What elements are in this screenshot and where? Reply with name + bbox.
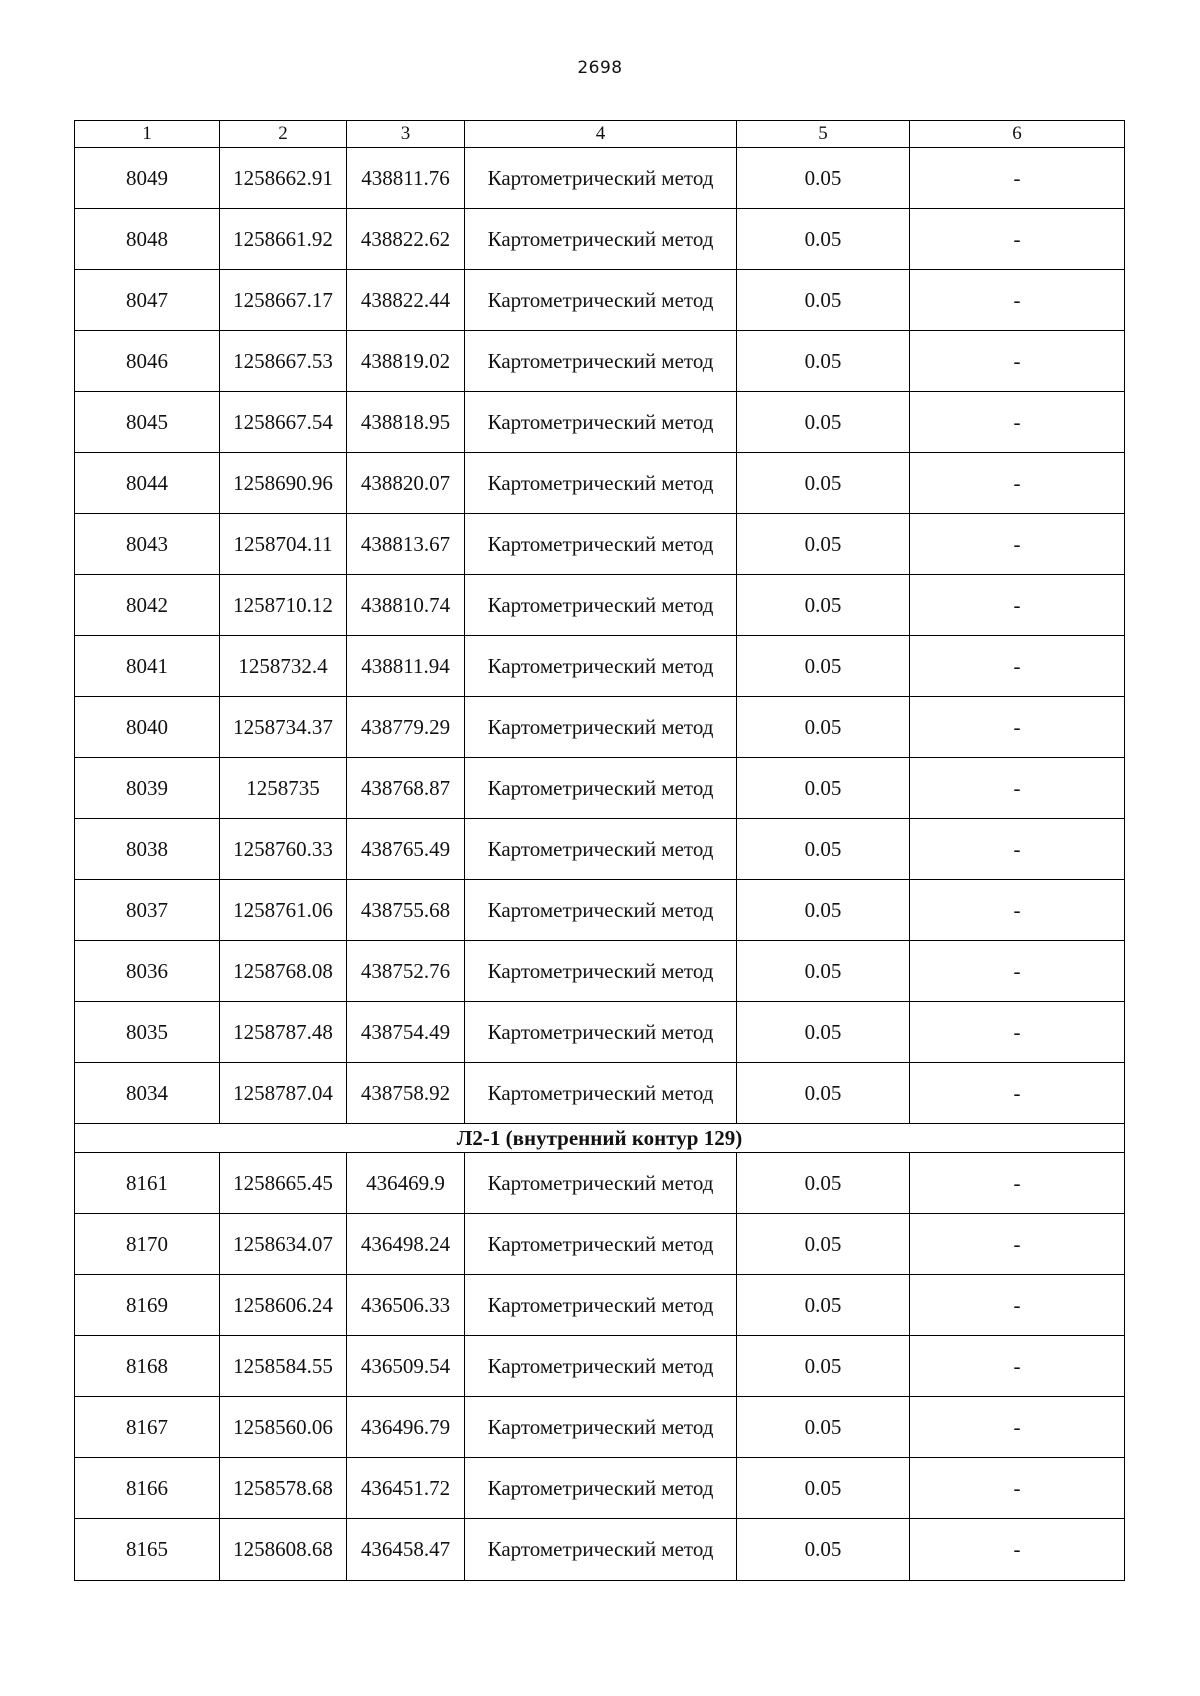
note-cell: -	[910, 1002, 1125, 1063]
point-id-cell: 8034	[75, 1063, 220, 1124]
table-row	[75, 514, 1125, 575]
accuracy-cell: 0.05	[737, 1214, 910, 1275]
point-id-cell: 8040	[75, 697, 220, 758]
x-coordinate-cell: 1258704.11	[220, 514, 347, 575]
point-id-cell: 8043	[75, 514, 220, 575]
method-cell: Картометрический метод	[465, 331, 737, 392]
note-cell: -	[910, 819, 1125, 880]
note-cell: -	[910, 1519, 1125, 1581]
x-coordinate-cell: 1258578.68	[220, 1458, 347, 1519]
point-id-cell: 8047	[75, 270, 220, 331]
note-cell: -	[910, 331, 1125, 392]
point-id-cell: 8046	[75, 331, 220, 392]
y-coordinate-cell: 438820.07	[347, 453, 465, 514]
note-cell: -	[910, 209, 1125, 270]
y-coordinate-cell: 438754.49	[347, 1002, 465, 1063]
point-id-cell: 8167	[75, 1397, 220, 1458]
y-coordinate-cell: 438811.76	[347, 148, 465, 209]
accuracy-cell: 0.05	[737, 941, 910, 1002]
y-coordinate-cell: 438822.62	[347, 209, 465, 270]
note-cell: -	[910, 148, 1125, 209]
point-id-cell: 8048	[75, 209, 220, 270]
x-coordinate-cell: 1258584.55	[220, 1336, 347, 1397]
x-coordinate-cell: 1258606.24	[220, 1275, 347, 1336]
point-id-cell: 8044	[75, 453, 220, 514]
method-cell: Картометрический метод	[465, 1519, 737, 1581]
table-row	[75, 636, 1125, 697]
y-coordinate-cell: 438813.67	[347, 514, 465, 575]
column-header: 4	[465, 121, 737, 148]
method-cell: Картометрический метод	[465, 270, 737, 331]
table-row	[75, 1002, 1125, 1063]
note-cell: -	[910, 1336, 1125, 1397]
column-header: 6	[910, 121, 1125, 148]
table-row	[75, 819, 1125, 880]
method-cell: Картометрический метод	[465, 941, 737, 1002]
note-cell: -	[910, 392, 1125, 453]
table-row	[75, 1275, 1125, 1336]
accuracy-cell: 0.05	[737, 758, 910, 819]
accuracy-cell: 0.05	[737, 331, 910, 392]
table-row	[75, 1063, 1125, 1124]
point-id-cell: 8170	[75, 1214, 220, 1275]
x-coordinate-cell: 1258608.68	[220, 1519, 347, 1581]
accuracy-cell: 0.05	[737, 880, 910, 941]
table-body	[75, 148, 1125, 1581]
y-coordinate-cell: 438822.44	[347, 270, 465, 331]
method-cell: Картометрический метод	[465, 148, 737, 209]
x-coordinate-cell: 1258710.12	[220, 575, 347, 636]
note-cell: -	[910, 270, 1125, 331]
note-cell: -	[910, 1214, 1125, 1275]
point-id-cell: 8169	[75, 1275, 220, 1336]
y-coordinate-cell: 436509.54	[347, 1336, 465, 1397]
point-id-cell: 8039	[75, 758, 220, 819]
note-cell: -	[910, 1153, 1125, 1214]
accuracy-cell: 0.05	[737, 453, 910, 514]
column-header: 5	[737, 121, 910, 148]
x-coordinate-cell: 1258761.06	[220, 880, 347, 941]
method-cell: Картометрический метод	[465, 1214, 737, 1275]
point-id-cell: 8038	[75, 819, 220, 880]
x-coordinate-cell: 1258662.91	[220, 148, 347, 209]
y-coordinate-cell: 436506.33	[347, 1275, 465, 1336]
point-id-cell: 8161	[75, 1153, 220, 1214]
note-cell: -	[910, 514, 1125, 575]
table-row	[75, 148, 1125, 209]
table-row	[75, 941, 1125, 1002]
x-coordinate-cell: 1258667.53	[220, 331, 347, 392]
accuracy-cell: 0.05	[737, 392, 910, 453]
coordinates-table	[74, 120, 1125, 1581]
y-coordinate-cell: 438779.29	[347, 697, 465, 758]
x-coordinate-cell: 1258634.07	[220, 1214, 347, 1275]
method-cell: Картометрический метод	[465, 1275, 737, 1336]
point-id-cell: 8166	[75, 1458, 220, 1519]
accuracy-cell: 0.05	[737, 1519, 910, 1581]
column-header: 1	[75, 121, 220, 148]
accuracy-cell: 0.05	[737, 209, 910, 270]
table-row	[75, 880, 1125, 941]
note-cell: -	[910, 575, 1125, 636]
point-id-cell: 8041	[75, 636, 220, 697]
table-row	[75, 1519, 1125, 1581]
point-id-cell: 8036	[75, 941, 220, 1002]
accuracy-cell: 0.05	[737, 1458, 910, 1519]
table-row	[75, 270, 1125, 331]
note-cell: -	[910, 1397, 1125, 1458]
method-cell: Картометрический метод	[465, 758, 737, 819]
method-cell: Картометрический метод	[465, 453, 737, 514]
y-coordinate-cell: 438758.92	[347, 1063, 465, 1124]
accuracy-cell: 0.05	[737, 148, 910, 209]
note-cell: -	[910, 880, 1125, 941]
y-coordinate-cell: 436469.9	[347, 1153, 465, 1214]
accuracy-cell: 0.05	[737, 819, 910, 880]
table-row	[75, 209, 1125, 270]
note-cell: -	[910, 758, 1125, 819]
method-cell: Картометрический метод	[465, 1002, 737, 1063]
y-coordinate-cell: 438768.87	[347, 758, 465, 819]
x-coordinate-cell: 1258734.37	[220, 697, 347, 758]
y-coordinate-cell: 436458.47	[347, 1519, 465, 1581]
y-coordinate-cell: 438755.68	[347, 880, 465, 941]
method-cell: Картометрический метод	[465, 1153, 737, 1214]
method-cell: Картометрический метод	[465, 697, 737, 758]
note-cell: -	[910, 697, 1125, 758]
method-cell: Картометрический метод	[465, 392, 737, 453]
method-cell: Картометрический метод	[465, 575, 737, 636]
table-row	[75, 1153, 1125, 1214]
accuracy-cell: 0.05	[737, 1336, 910, 1397]
y-coordinate-cell: 436451.72	[347, 1458, 465, 1519]
accuracy-cell: 0.05	[737, 1002, 910, 1063]
column-header: 2	[220, 121, 347, 148]
table-row	[75, 758, 1125, 819]
accuracy-cell: 0.05	[737, 575, 910, 636]
y-coordinate-cell: 438810.74	[347, 575, 465, 636]
x-coordinate-cell: 1258760.33	[220, 819, 347, 880]
table-row	[75, 697, 1125, 758]
x-coordinate-cell: 1258690.96	[220, 453, 347, 514]
method-cell: Картометрический метод	[465, 636, 737, 697]
method-cell: Картометрический метод	[465, 209, 737, 270]
note-cell: -	[910, 636, 1125, 697]
section-title: Л2-1 (внутренний контур 129)	[75, 1124, 1125, 1153]
y-coordinate-cell: 436498.24	[347, 1214, 465, 1275]
x-coordinate-cell: 1258732.4	[220, 636, 347, 697]
note-cell: -	[910, 1063, 1125, 1124]
x-coordinate-cell: 1258787.04	[220, 1063, 347, 1124]
y-coordinate-cell: 438752.76	[347, 941, 465, 1002]
table-row	[75, 575, 1125, 636]
accuracy-cell: 0.05	[737, 636, 910, 697]
accuracy-cell: 0.05	[737, 1397, 910, 1458]
table-row	[75, 331, 1125, 392]
table-header	[75, 121, 1125, 148]
x-coordinate-cell: 1258667.54	[220, 392, 347, 453]
column-header: 3	[347, 121, 465, 148]
accuracy-cell: 0.05	[737, 697, 910, 758]
accuracy-cell: 0.05	[737, 1275, 910, 1336]
method-cell: Картометрический метод	[465, 819, 737, 880]
note-cell: -	[910, 1275, 1125, 1336]
note-cell: -	[910, 941, 1125, 1002]
method-cell: Картометрический метод	[465, 514, 737, 575]
method-cell: Картометрический метод	[465, 1397, 737, 1458]
y-coordinate-cell: 436496.79	[347, 1397, 465, 1458]
point-id-cell: 8168	[75, 1336, 220, 1397]
note-cell: -	[910, 453, 1125, 514]
table-row	[75, 1397, 1125, 1458]
x-coordinate-cell: 1258661.92	[220, 209, 347, 270]
method-cell: Картометрический метод	[465, 1458, 737, 1519]
table-row	[75, 1214, 1125, 1275]
x-coordinate-cell: 1258665.45	[220, 1153, 347, 1214]
accuracy-cell: 0.05	[737, 270, 910, 331]
point-id-cell: 8165	[75, 1519, 220, 1581]
y-coordinate-cell: 438811.94	[347, 636, 465, 697]
page-number: 2698	[577, 58, 623, 78]
x-coordinate-cell: 1258667.17	[220, 270, 347, 331]
method-cell: Картометрический метод	[465, 1063, 737, 1124]
point-id-cell: 8049	[75, 148, 220, 209]
y-coordinate-cell: 438818.95	[347, 392, 465, 453]
x-coordinate-cell: 1258560.06	[220, 1397, 347, 1458]
accuracy-cell: 0.05	[737, 514, 910, 575]
method-cell: Картометрический метод	[465, 880, 737, 941]
point-id-cell: 8035	[75, 1002, 220, 1063]
accuracy-cell: 0.05	[737, 1153, 910, 1214]
table-row	[75, 392, 1125, 453]
point-id-cell: 8045	[75, 392, 220, 453]
method-cell: Картометрический метод	[465, 1336, 737, 1397]
y-coordinate-cell: 438819.02	[347, 331, 465, 392]
header-row	[75, 121, 1125, 148]
section-title-row	[75, 1124, 1125, 1153]
accuracy-cell: 0.05	[737, 1063, 910, 1124]
table-row	[75, 453, 1125, 514]
x-coordinate-cell: 1258735	[220, 758, 347, 819]
point-id-cell: 8042	[75, 575, 220, 636]
y-coordinate-cell: 438765.49	[347, 819, 465, 880]
table-row	[75, 1336, 1125, 1397]
table-row	[75, 1458, 1125, 1519]
x-coordinate-cell: 1258768.08	[220, 941, 347, 1002]
note-cell: -	[910, 1458, 1125, 1519]
x-coordinate-cell: 1258787.48	[220, 1002, 347, 1063]
point-id-cell: 8037	[75, 880, 220, 941]
